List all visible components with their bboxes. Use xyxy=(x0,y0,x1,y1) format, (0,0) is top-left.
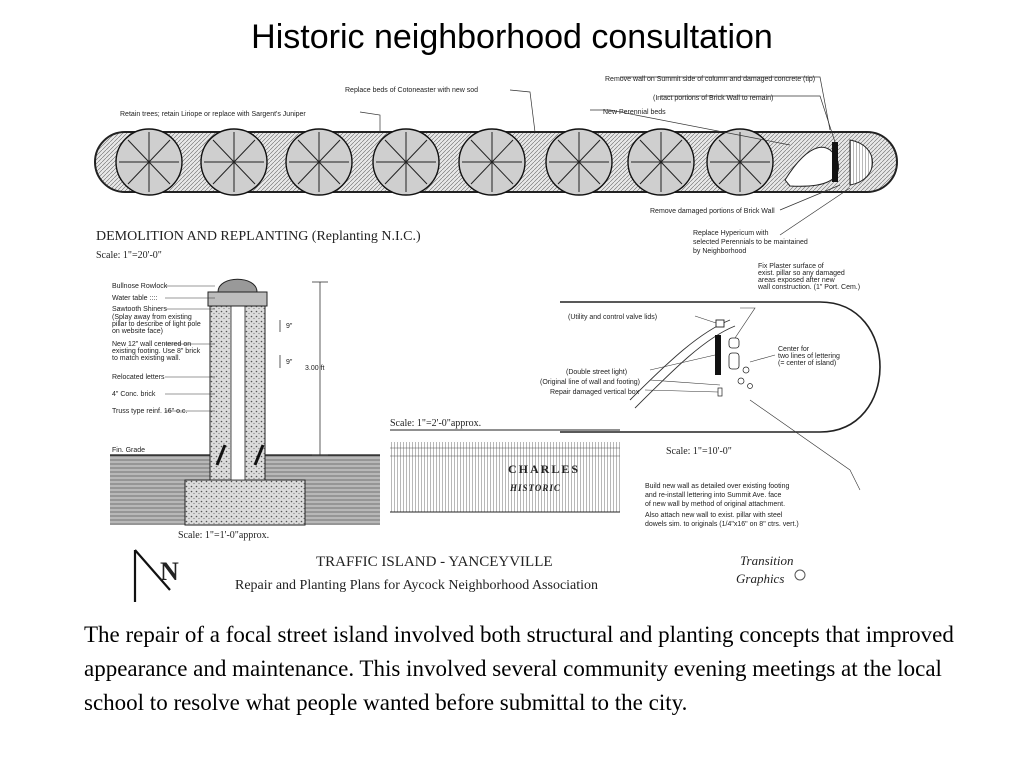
pillar-core xyxy=(231,305,245,480)
slide-caption: The repair of a focal street island involved both structural and planting concepts that improved appearance and maintenance. This involved several community evening meetings at the local school to resolve what people wanted before submittal to the city. xyxy=(84,622,954,715)
note-replace-hypericum: Replace Hypericum with xyxy=(693,230,769,237)
title-block xyxy=(135,550,805,602)
wall-lettering-historic: HISTORIC xyxy=(510,483,561,493)
plan-view xyxy=(95,76,897,261)
note-intact-portions: (Intact portions of Brick Wall to remain) xyxy=(653,95,774,102)
note-replace-hypericum: by Neighborhood xyxy=(693,248,747,255)
note-retain-trees: Retain trees; retain Liriope or replace with Sargent's Juniper xyxy=(120,111,306,118)
wall-elevation xyxy=(390,442,620,512)
plan-heading: DEMOLITION AND REPLANTING (Replanting N.I.C.) xyxy=(96,229,421,244)
elevation-scale: Scale: 1"=2'-0"approx. xyxy=(390,418,482,429)
island-scale: Scale: 1"=10'-0" xyxy=(666,446,732,457)
note-remove-wall: Remove wall on Summit side of column and damaged concrete (tip) xyxy=(605,76,816,83)
label-truss: Truss type reinf. 16" o.c. xyxy=(112,408,188,415)
label-fin-grade: Fin. Grade xyxy=(112,447,146,454)
note-fix-plaster: exist. pillar so any damaged xyxy=(758,270,845,277)
label-bullnose: Bullnose Rowlock xyxy=(112,283,168,290)
pillar-cap xyxy=(218,279,257,292)
note-new-perennial: New Perennial beds xyxy=(603,109,666,116)
section-view xyxy=(110,279,380,541)
slide-title: Historic neighborhood consultation xyxy=(251,18,773,56)
note-repair-box: Repair damaged vertical box xyxy=(550,389,640,396)
dim-height: 3.00 ft xyxy=(305,365,325,372)
dim-9in-upper: 9" xyxy=(286,323,293,330)
logo-text: Graphics xyxy=(736,571,785,586)
note-fix-plaster: Fix Plaster surface of xyxy=(758,263,824,270)
logo-mark xyxy=(795,570,805,580)
note-replace-hypericum: selected Perennials to be maintained xyxy=(693,239,808,246)
label-soldier: Sawtooth Shiners xyxy=(112,306,167,313)
note-fix-plaster: areas exposed after new xyxy=(758,277,835,284)
label-new-wall: New 12" wall centered on xyxy=(112,341,192,348)
logo-text: Transition xyxy=(740,553,794,568)
label-conc-brick: 4" Conc. brick xyxy=(112,391,156,398)
footing xyxy=(185,480,305,525)
label-soldier: on website face) xyxy=(112,328,163,335)
note-build-wall: of new wall by method of original attachment. xyxy=(645,501,786,508)
wall-pillar xyxy=(832,142,838,182)
note-center: Center for xyxy=(778,346,810,353)
label-water-table: Water table :::: xyxy=(112,295,158,302)
project-title: TRAFFIC ISLAND - YANCEYVILLE xyxy=(316,554,553,570)
double-street-light xyxy=(715,335,721,375)
plan-scale: Scale: 1"=20'-0" xyxy=(96,250,162,261)
project-subtitle: Repair and Planting Plans for Aycock Neighborhood Association xyxy=(235,578,599,593)
note-build-wall: Build new wall as detailed over existing footing xyxy=(645,483,790,490)
label-relocated: Relocated letters xyxy=(112,374,165,381)
note-original-line: (Original line of wall and footing) xyxy=(540,379,640,386)
note-build-wall: dowels sim. to originals (1/4"x16" on 8" ctrs. vert.) xyxy=(645,521,799,528)
north-label: N xyxy=(160,557,179,586)
wall-lettering-charles: CHARLES xyxy=(508,462,581,476)
section-scale: Scale: 1"=1'-0"approx. xyxy=(178,530,270,541)
note-replace-beds: Replace beds of Cotoneaster with new sod xyxy=(345,87,479,94)
label-soldier: pillar to describe of light pole xyxy=(112,321,201,328)
label-soldier: (Splay away from existing xyxy=(112,314,192,321)
site-plan-drawing xyxy=(90,70,905,610)
note-double-light: (Double street light) xyxy=(566,369,628,376)
utility-lid xyxy=(716,320,724,327)
note-center: (= center of island) xyxy=(778,360,837,367)
note-build-wall: and re-install lettering into Summit Ave. face xyxy=(645,492,782,499)
note-utility: (Utility and control valve lids) xyxy=(568,314,658,321)
note-remove-damaged: Remove damaged portions of Brick Wall xyxy=(650,208,775,215)
label-new-wall: existing footing. Use 8" brick xyxy=(112,348,201,355)
pillar-band xyxy=(208,292,267,306)
note-build-wall: Also attach new wall to exist. pillar with steel xyxy=(645,512,783,519)
note-fix-plaster: wall construction. (1" Port. Cem.) xyxy=(758,284,861,291)
dim-9in-lower: 9" xyxy=(286,359,293,366)
label-new-wall: to match existing wall. xyxy=(112,355,181,362)
note-center: two lines of lettering xyxy=(778,353,840,360)
